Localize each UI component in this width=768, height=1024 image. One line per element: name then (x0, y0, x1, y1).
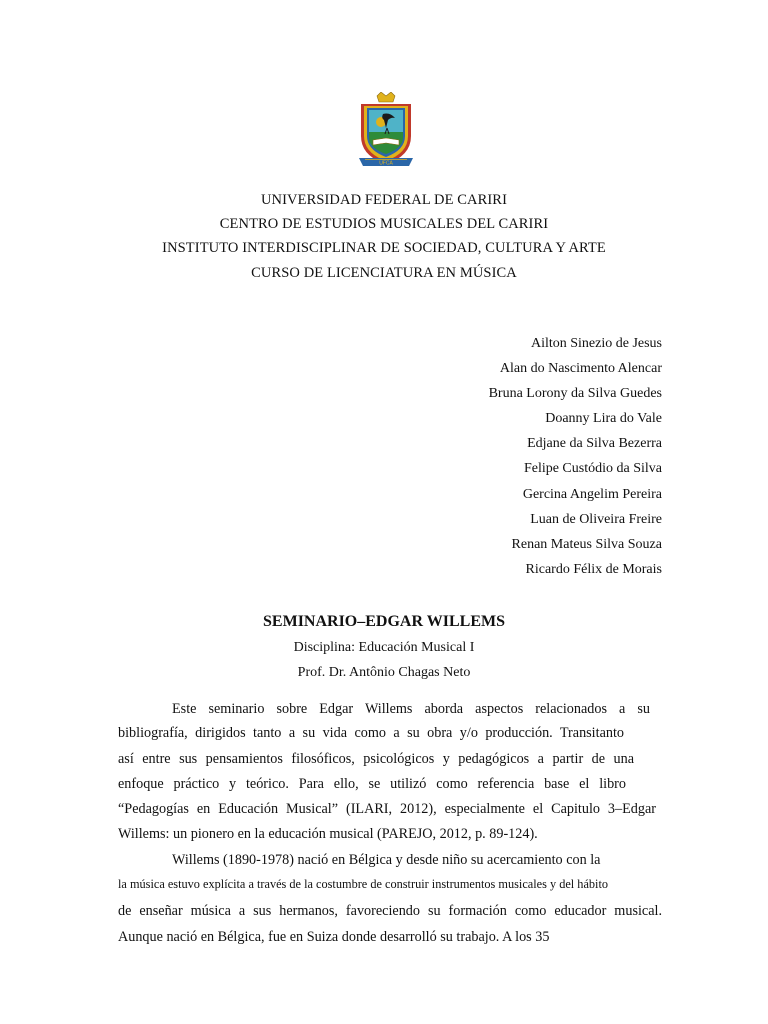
header-course: CURSO DE LICENCIATURA EN MÚSICA (251, 265, 517, 281)
author-name: Bruna Lorony da Silva Guedes (488, 386, 662, 402)
author-name: Ricardo Félix de Morais (525, 561, 662, 577)
author-name: Renan Mateus Silva Souza (511, 536, 662, 552)
professor-line: Prof. Dr. Antônio Chagas Neto (297, 665, 471, 680)
body-line: Willems: un pionero en la educación musical (PAREJO, 2012, p. 89-124). (118, 826, 538, 842)
authors-list (489, 334, 662, 585)
author-name: Luan de Oliveira Freire (530, 511, 662, 527)
discipline-line: Disciplina: Educación Musical I (293, 640, 475, 655)
author-name: Doanny Lira do Vale (545, 411, 662, 427)
header-institute: INSTITUTO INTERDISCIPLINAR DE SOCIEDAD, CULTURA Y ARTE (162, 240, 606, 256)
body-line: Este seminario sobre Edgar Willems aborda aspectos relacionados a su (172, 701, 650, 717)
body-line: de enseñar música a sus hermanos, favoreciendo su formación como educador musical. (118, 903, 662, 919)
author-name: Alan do Nascimento Alencar (499, 361, 662, 377)
body-line: “Pedagogías en Educación Musical” (ILARI, 2012), especialmente el Capitulo 3–Edgar (118, 801, 656, 817)
author-name: Ailton Sinezio de Jesus (530, 336, 662, 351)
body-line: enfoque práctico y teórico. Para ello, se utilizó como referencia base el libro (118, 776, 626, 792)
body-line: bibliografía, dirigidos tanto a su vida como a su obra y/o producción. Transitanto (118, 725, 624, 741)
body-line: así entre sus pensamientos filosóficos, psicológicos y pedagógicos a partir de una (118, 751, 634, 767)
university-crest-logo (357, 92, 415, 170)
crest-ribbon-text: UFCA (379, 160, 393, 167)
body-line: la música estuvo explícita a través de la costumbre de construir instrumentos musicales y del hábito (118, 877, 609, 891)
body-line: Willems (1890-1978) nació en Bélgica y desde niño su acercamiento con la (172, 852, 601, 868)
body-line: Aunque nació en Bélgica, fue en Suiza donde desarrolló su trabajo. A los 35 (118, 929, 550, 945)
header-university: UNIVERSIDAD FEDERAL DE CARIRI (260, 192, 508, 208)
header-center: CENTRO DE ESTUDIOS MUSICALES DEL CARIRI (219, 216, 549, 232)
seminar-title: SEMINARIO–EDGAR WILLEMS (263, 613, 505, 630)
author-name: Gercina Angelim Pereira (522, 486, 662, 502)
author-name: Felipe Custódio da Silva (523, 461, 662, 477)
author-name: Edjane da Silva Bezerra (527, 436, 662, 452)
